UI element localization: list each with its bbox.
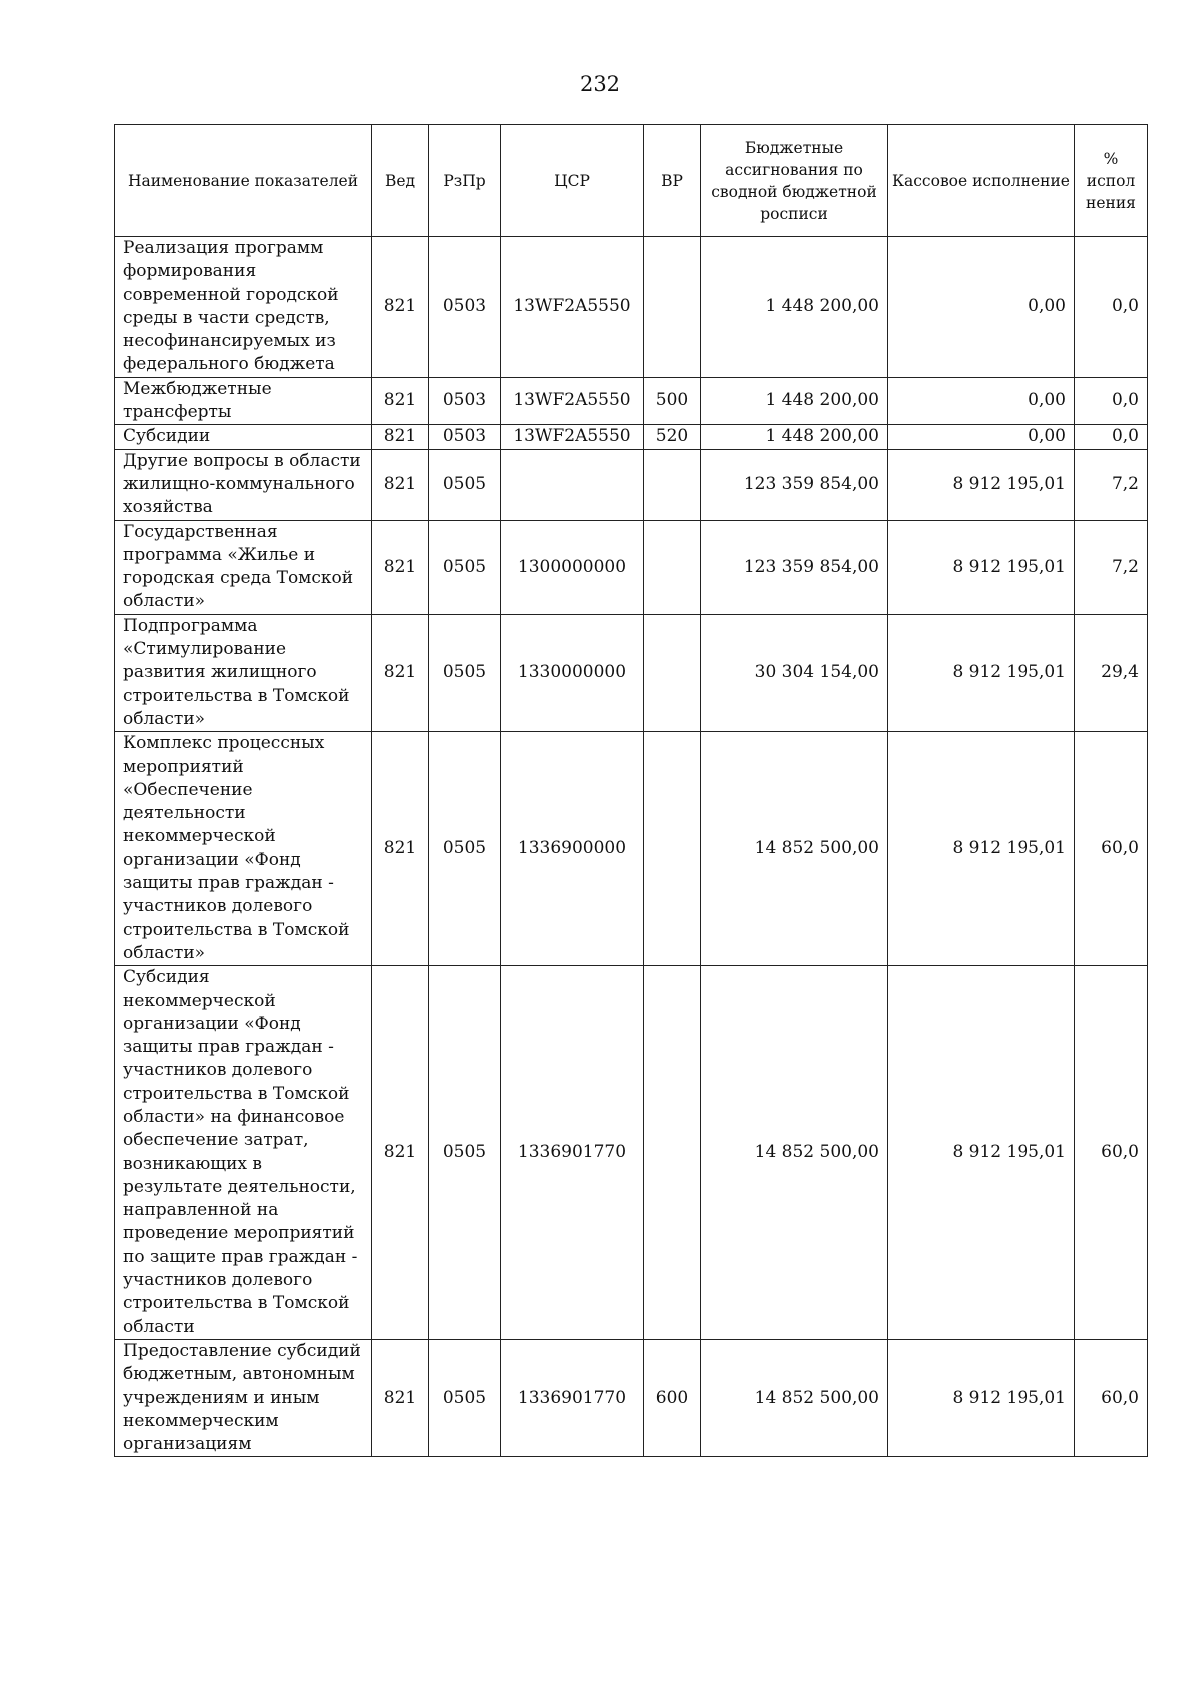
row-fact: 0,00 [888, 425, 1075, 449]
row-csr: 1336901770 [501, 1339, 644, 1456]
row-pct: 29,4 [1075, 614, 1148, 731]
header-rzpr: РзПр [429, 125, 501, 237]
row-rzpr: 0505 [429, 966, 501, 1340]
row-vr [644, 732, 701, 966]
row-rzpr: 0505 [429, 1339, 501, 1456]
row-name: Другие вопросы в области жилищно-коммунального хозяйства [115, 449, 372, 520]
row-pct: 60,0 [1075, 966, 1148, 1340]
table-row [115, 425, 1148, 449]
header-pct: % испол нения [1075, 125, 1148, 237]
row-rzpr: 0505 [429, 520, 501, 614]
row-plan: 123 359 854,00 [701, 520, 888, 614]
row-plan: 1 448 200,00 [701, 377, 888, 425]
row-fact: 8 912 195,01 [888, 520, 1075, 614]
row-name: Субсидии [115, 425, 372, 449]
row-fact: 8 912 195,01 [888, 449, 1075, 520]
row-csr: 1300000000 [501, 520, 644, 614]
table-header-row [115, 125, 1148, 237]
row-plan: 1 448 200,00 [701, 425, 888, 449]
row-pct: 0,0 [1075, 237, 1148, 378]
page-number: 232 [579, 72, 621, 96]
row-vr [644, 520, 701, 614]
row-plan: 14 852 500,00 [701, 966, 888, 1340]
row-csr [501, 449, 644, 520]
row-ved: 821 [372, 1339, 429, 1456]
row-pct: 7,2 [1075, 449, 1148, 520]
row-csr: 1330000000 [501, 614, 644, 731]
row-name: Государственная программа «Жилье и городская среда Томской области» [115, 520, 372, 614]
row-pct: 60,0 [1075, 732, 1148, 966]
table-row [115, 237, 1148, 378]
row-rzpr: 0503 [429, 237, 501, 378]
row-vr: 600 [644, 1339, 701, 1456]
row-ved: 821 [372, 614, 429, 731]
row-fact: 8 912 195,01 [888, 1339, 1075, 1456]
row-ved: 821 [372, 237, 429, 378]
budget-execution-table [114, 124, 1148, 1457]
row-fact: 8 912 195,01 [888, 966, 1075, 1340]
row-name: Подпрограмма «Стимулирование развития жилищного строительства в Томской области» [115, 614, 372, 731]
row-ved: 821 [372, 732, 429, 966]
table-row [115, 614, 1148, 731]
row-name: Реализация программ формирования современной городской среды в части средств, несофинансируемых из федерального бюджета [115, 237, 372, 378]
row-pct: 7,2 [1075, 520, 1148, 614]
row-ved: 821 [372, 449, 429, 520]
row-plan: 14 852 500,00 [701, 1339, 888, 1456]
row-plan: 1 448 200,00 [701, 237, 888, 378]
row-pct: 0,0 [1075, 425, 1148, 449]
header-vr: ВР [644, 125, 701, 237]
row-rzpr: 0503 [429, 377, 501, 425]
row-fact: 0,00 [888, 237, 1075, 378]
row-ved: 821 [372, 520, 429, 614]
table-row [115, 449, 1148, 520]
table-row [115, 732, 1148, 966]
row-rzpr: 0505 [429, 732, 501, 966]
row-fact: 8 912 195,01 [888, 614, 1075, 731]
row-plan: 30 304 154,00 [701, 614, 888, 731]
row-plan: 123 359 854,00 [701, 449, 888, 520]
row-csr: 13WF2A5550 [501, 377, 644, 425]
row-name: Предоставление субсидий бюджетным, автономным учреждениям и иным некоммерческим организациям [115, 1339, 372, 1456]
row-csr: 13WF2A5550 [501, 237, 644, 378]
row-vr: 500 [644, 377, 701, 425]
row-rzpr: 0503 [429, 425, 501, 449]
row-rzpr: 0505 [429, 449, 501, 520]
row-pct: 0,0 [1075, 377, 1148, 425]
row-csr: 13WF2A5550 [501, 425, 644, 449]
row-plan: 14 852 500,00 [701, 732, 888, 966]
header-name: Наименование показателей [115, 125, 372, 237]
table-row [115, 966, 1148, 1340]
table-row [115, 520, 1148, 614]
row-ved: 821 [372, 425, 429, 449]
row-fact: 8 912 195,01 [888, 732, 1075, 966]
row-vr [644, 237, 701, 378]
header-ved: Вед [372, 125, 429, 237]
row-csr: 1336900000 [501, 732, 644, 966]
header-csr: ЦСР [501, 125, 644, 237]
row-fact: 0,00 [888, 377, 1075, 425]
row-name: Комплекс процессных мероприятий «Обеспечение деятельности некоммерческой организации «Фонд защиты прав граждан - участников долевого строительства в Томской области» [115, 732, 372, 966]
table-row [115, 377, 1148, 425]
row-vr [644, 614, 701, 731]
row-ved: 821 [372, 377, 429, 425]
row-vr [644, 449, 701, 520]
row-name: Межбюджетные трансферты [115, 377, 372, 425]
row-name: Субсидия некоммерческой организации «Фонд защиты прав граждан - участников долевого строительства в Томской области» на финансовое обеспечение затрат, возникающих в результате деятельности, направленной на проведение мероприятий по защите прав граждан - участников долевого строительства в Томской области [115, 966, 372, 1340]
row-csr: 1336901770 [501, 966, 644, 1340]
row-ved: 821 [372, 966, 429, 1340]
row-vr [644, 966, 701, 1340]
table-row [115, 1339, 1148, 1456]
row-pct: 60,0 [1075, 1339, 1148, 1456]
row-rzpr: 0505 [429, 614, 501, 731]
header-plan: Бюджетные ассигнования по сводной бюджетной росписи [701, 125, 888, 237]
row-vr: 520 [644, 425, 701, 449]
header-fact: Кассовое исполнение [888, 125, 1075, 237]
